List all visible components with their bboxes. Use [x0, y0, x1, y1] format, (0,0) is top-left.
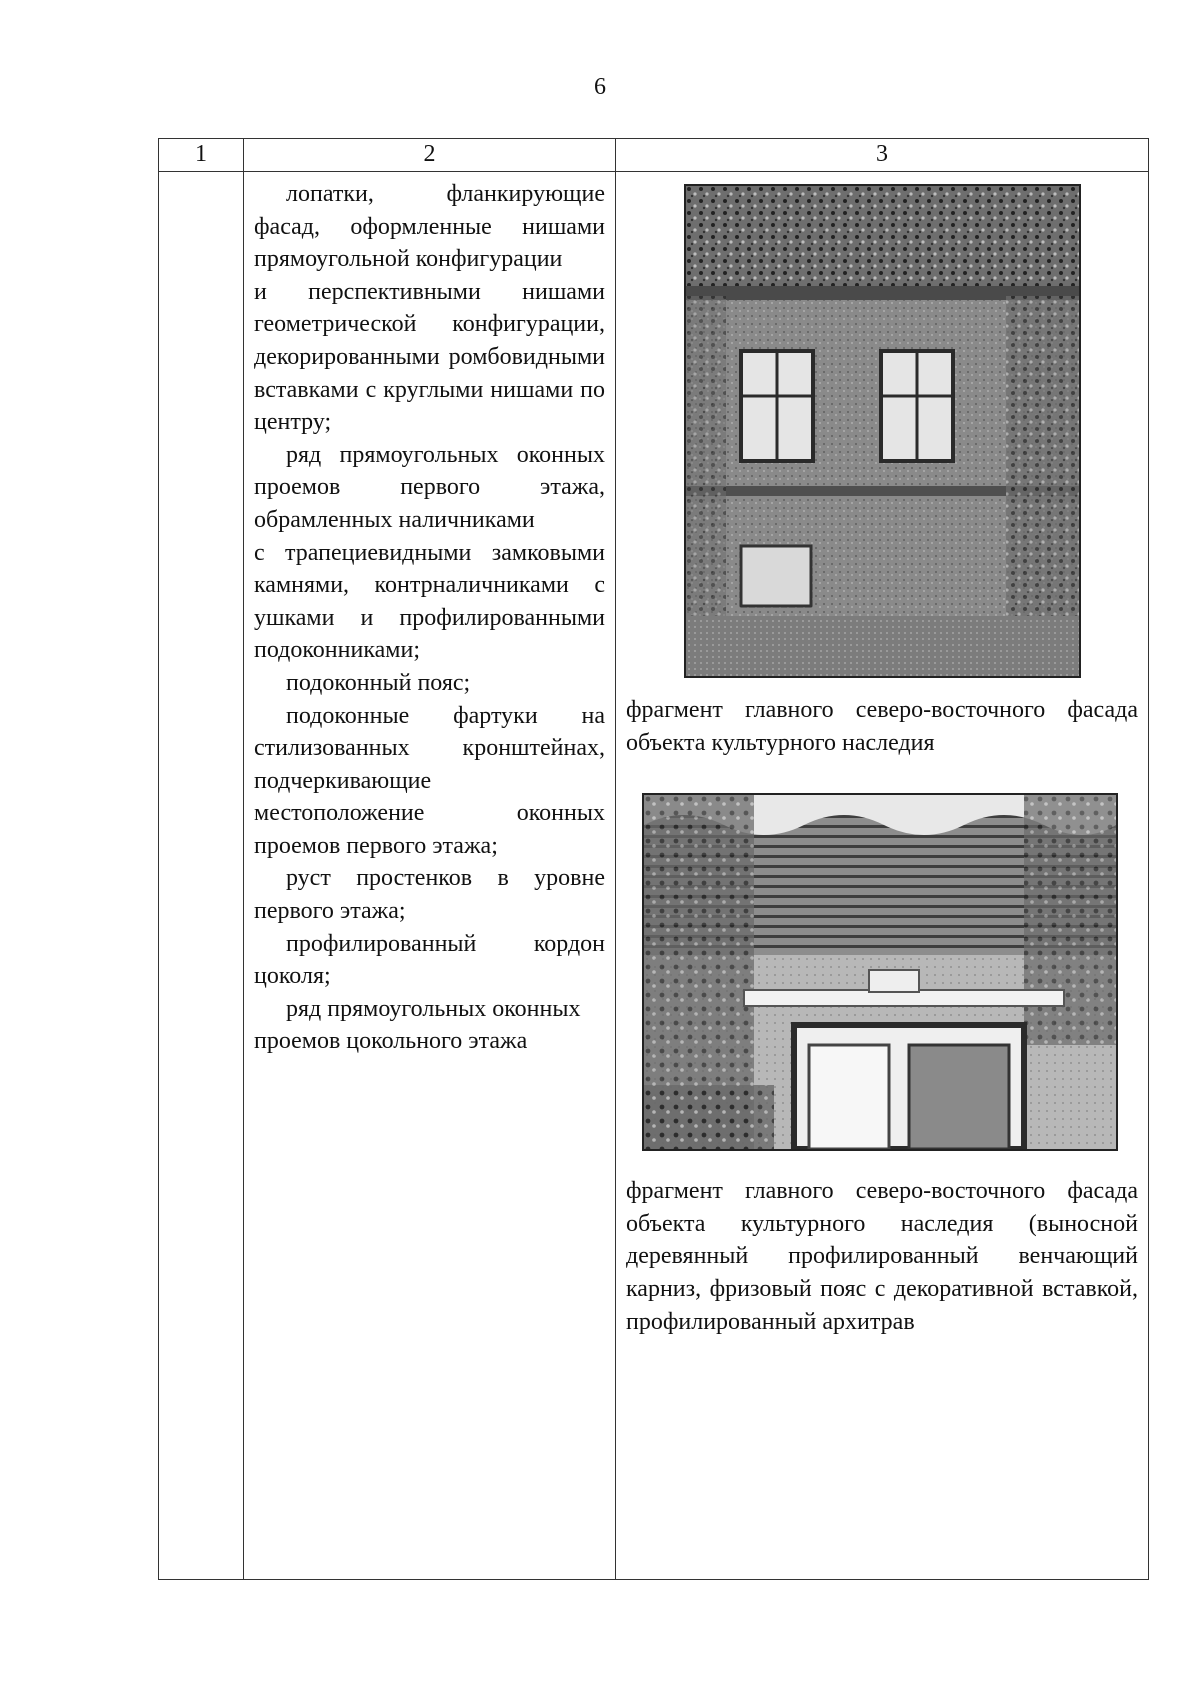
- description-paragraph: ряд прямоугольных оконных проемов цокольного этажа: [254, 995, 581, 1055]
- content-row: [159, 172, 1149, 1580]
- photo-caption: фрагмент главного северо-восточного фасада объекта культурного наследия (выносной деревянный профилированный венчающий карниз, фризовый пояс с декоративной вставкой, профилированный архитрав: [626, 1178, 1138, 1335]
- description-paragraph: с трапециевидными замковыми камнями, контрналичниками с ушками и профилированными подоконниками;: [254, 539, 605, 664]
- photo-cell: [616, 172, 1149, 1580]
- description-paragraph: и перспективными нишами геометрической конфигурации, декорированными ромбовидными вставками с круглыми нишами по центру;: [254, 278, 605, 436]
- facade-photo-icon: [684, 184, 1081, 678]
- header-cell-3: 3: [616, 139, 1149, 172]
- description-paragraph: профилированный кордон цоколя;: [254, 930, 605, 990]
- photo-caption: фрагмент главного северо-восточного фасада объекта культурного наследия: [626, 697, 1138, 756]
- page-number: 6: [594, 74, 606, 100]
- number-cell: [159, 172, 244, 1580]
- description-paragraph: руст простенков в уровне первого этажа;: [254, 865, 605, 925]
- header-cell-2: 2: [244, 139, 616, 172]
- heritage-table: [158, 138, 1149, 1580]
- description-paragraph: ряд прямоугольных оконных проемов первого этажа, обрамленных наличниками: [254, 441, 605, 533]
- description-cell: [244, 172, 616, 1580]
- description-paragraph: лопатки, фланкирующие фасад, оформленные нишами прямоугольной конфигурации: [254, 181, 605, 273]
- cornice-photo-icon: [642, 793, 1118, 1151]
- description-paragraph: подоконные фартуки на стилизованных кронштейнах, подчеркивающие местоположение оконных проемов первого этажа;: [254, 702, 605, 859]
- description-paragraph: подоконный пояс;: [286, 669, 471, 696]
- header-cell-1: 1: [159, 139, 244, 172]
- header-row: [159, 139, 1149, 172]
